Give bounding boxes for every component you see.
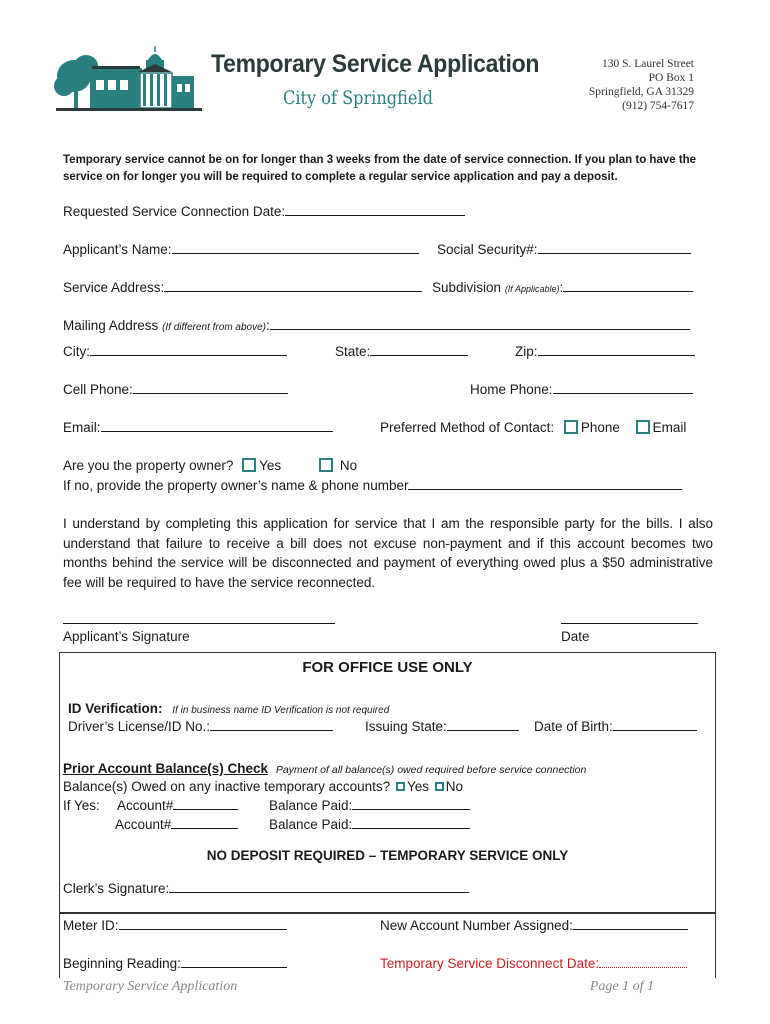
footer-form-name: Temporary Service Application [63, 979, 238, 994]
field-label: Social Security#: [437, 242, 538, 257]
if-yes-label: If Yes: [63, 798, 100, 813]
city-name: City of Springfield [283, 87, 433, 109]
connection-date-line[interactable] [285, 204, 465, 216]
checkbox-label: No [445, 779, 463, 794]
owner-yes-checkbox[interactable] [242, 458, 256, 472]
account-line[interactable] [171, 817, 238, 829]
field-note: (If Applicable) [504, 284, 560, 294]
issuing-state-line[interactable] [447, 719, 519, 731]
field-label: Balance(s) Owed on any inactive temporary accounts? [63, 779, 391, 794]
service-address-field[interactable] [63, 280, 422, 296]
drivers-license-line[interactable] [210, 719, 333, 731]
field-label: New Account Number Assigned: [380, 918, 573, 933]
field-label: Beginning Reading: [63, 956, 181, 971]
field-label: Meter ID: [63, 918, 119, 933]
field-label: Clerk’s Signature: [63, 881, 170, 896]
home-phone-field[interactable] [470, 382, 693, 398]
disconnect-date-field[interactable] [380, 956, 687, 972]
field-label: Balance Paid: [269, 817, 353, 832]
address-line: 130 S. Laurel Street [602, 58, 694, 70]
beginning-reading-line[interactable] [181, 956, 287, 968]
section-note: Payment of all balance(s) owed required before service connection [275, 764, 587, 776]
field-label: Are you the property owner? [63, 458, 234, 473]
city-hall-logo [52, 46, 202, 118]
prior-balance-check [63, 761, 586, 778]
balance-no-checkbox[interactable] [435, 782, 444, 791]
clerk-signature-line[interactable] [169, 881, 469, 893]
field-label: Zip: [515, 344, 538, 359]
dob-line[interactable] [613, 719, 697, 731]
field-label: Temporary Service Disconnect Date: [380, 956, 600, 971]
field-label: Mailing Address [63, 318, 159, 333]
balance-paid-line[interactable] [352, 798, 470, 810]
meter-id-line[interactable] [119, 918, 287, 930]
ssn-line[interactable] [538, 242, 691, 254]
issuing-state-field[interactable] [365, 719, 519, 735]
field-label: Applicant’s Name: [63, 242, 172, 257]
field-label: Requested Service Connection Date: [63, 204, 286, 219]
address-line: Springfield, GA 31329 [588, 86, 694, 98]
subdivision-line[interactable] [563, 280, 693, 292]
ssn-field[interactable] [437, 242, 691, 258]
new-account-line[interactable] [573, 918, 688, 930]
field-label: Balance Paid: [269, 798, 353, 813]
footer-page-number: Page 1 of 1 [589, 979, 654, 994]
applicant-name-field[interactable] [63, 242, 419, 258]
city-line[interactable] [90, 344, 287, 356]
balance-paid-line[interactable] [352, 817, 470, 829]
section-note: If in business name ID Verification is not required [172, 705, 390, 716]
date-label: Date [561, 629, 590, 644]
balance-paid-field[interactable] [269, 798, 470, 814]
owner-question [63, 458, 357, 474]
applicant-name-line[interactable] [172, 242, 419, 254]
mailing-address-line[interactable] [270, 318, 690, 330]
checkbox-label: Phone [580, 420, 620, 435]
account-field[interactable] [117, 798, 238, 814]
city-field[interactable] [63, 344, 287, 360]
checkbox-label: Yes [259, 458, 282, 473]
agreement-text: I understand by completing this application for service that I am the responsible party for the bills. I also understand that failure to receive a bill does not excuse non-payment and if this account becomes two months behind the service will be disconnected and payment of everything owed plus a $50 administrative fee will be required to have the service reconnected. [63, 516, 713, 590]
address-line: (912) 754-7617 [622, 100, 694, 112]
field-label: Email: [63, 420, 101, 435]
field-label: Subdivision [432, 280, 502, 295]
email-checkbox[interactable] [636, 420, 650, 434]
clerk-signature-field[interactable] [63, 881, 469, 897]
zip-field[interactable] [515, 344, 695, 360]
email-field[interactable] [63, 420, 333, 436]
section-label: ID Verification: [68, 701, 163, 716]
field-label: Driver’s License/ID No.: [68, 719, 211, 734]
field-label: Date of Birth: [534, 719, 613, 734]
field-label: State: [335, 344, 371, 359]
section-label: Prior Account Balance(s) Check [63, 761, 269, 776]
applicant-signature-line[interactable] [63, 623, 335, 624]
cell-phone-line[interactable] [133, 382, 288, 394]
disconnect-date-line[interactable] [599, 956, 687, 968]
dob-field[interactable] [534, 719, 697, 735]
field-note: (If different from above) [162, 322, 267, 333]
account-field[interactable] [115, 817, 238, 833]
cell-phone-field[interactable] [63, 382, 288, 398]
field-label: City: [63, 344, 90, 359]
city-address [589, 57, 694, 113]
field-label: Preferred Method of Contact: [380, 420, 555, 435]
address-line: PO Box 1 [648, 72, 694, 84]
no-deposit-notice: NO DEPOSIT REQUIRED – TEMPORARY SERVICE ONLY [206, 848, 569, 863]
phone-checkbox[interactable] [564, 420, 578, 434]
checkbox-label: No [339, 458, 358, 473]
balance-yes-checkbox[interactable] [396, 782, 405, 791]
notice-text: Temporary service cannot be on for longer than 3 weeks from the date of service connection. If you plan to have the service on for longer you will be required to complete a regular service application and pay a deposit. [63, 154, 697, 183]
new-account-field[interactable] [380, 918, 688, 934]
mailing-address-field[interactable]: Mailing Address (If different from above): [63, 318, 690, 336]
account-line[interactable] [173, 798, 238, 810]
page-title: Temporary Service Application [211, 50, 540, 78]
state-field[interactable] [335, 344, 468, 360]
field-label: Account# [117, 798, 174, 813]
checkbox-label: Email [652, 420, 687, 435]
subdivision-field[interactable]: Subdivision (If Applicable): [432, 280, 693, 297]
field-label: Account# [115, 817, 172, 832]
field-label: Cell Phone: [63, 382, 133, 397]
state-line[interactable] [370, 344, 468, 356]
field-label: Service Address: [63, 280, 165, 295]
zip-line[interactable] [538, 344, 695, 356]
preferred-contact-field [380, 420, 686, 436]
owner-info-field[interactable] [63, 478, 682, 494]
service-address-line[interactable] [164, 280, 422, 292]
id-verification [68, 701, 389, 719]
connection-date-field[interactable] [63, 204, 465, 220]
checkbox-label: Yes [406, 779, 429, 794]
field-label: If no, provide the property owner’s name & phone number [63, 478, 409, 493]
drivers-license-field[interactable] [68, 719, 333, 735]
balances-owed-question [63, 779, 463, 795]
owner-no-checkbox[interactable] [319, 458, 333, 472]
home-phone-line[interactable] [553, 382, 693, 394]
field-label: Home Phone: [470, 382, 553, 397]
date-line[interactable] [561, 623, 698, 624]
field-label: Issuing State: [365, 719, 447, 734]
balance-paid-field[interactable] [269, 817, 470, 833]
office-heading: FOR OFFICE USE ONLY [302, 659, 473, 676]
email-line[interactable] [101, 420, 333, 432]
owner-info-line[interactable] [408, 478, 682, 490]
meter-id-field[interactable] [63, 918, 287, 934]
applicant-signature-label: Applicant’s Signature [63, 629, 190, 644]
beginning-reading-field[interactable] [63, 956, 287, 972]
